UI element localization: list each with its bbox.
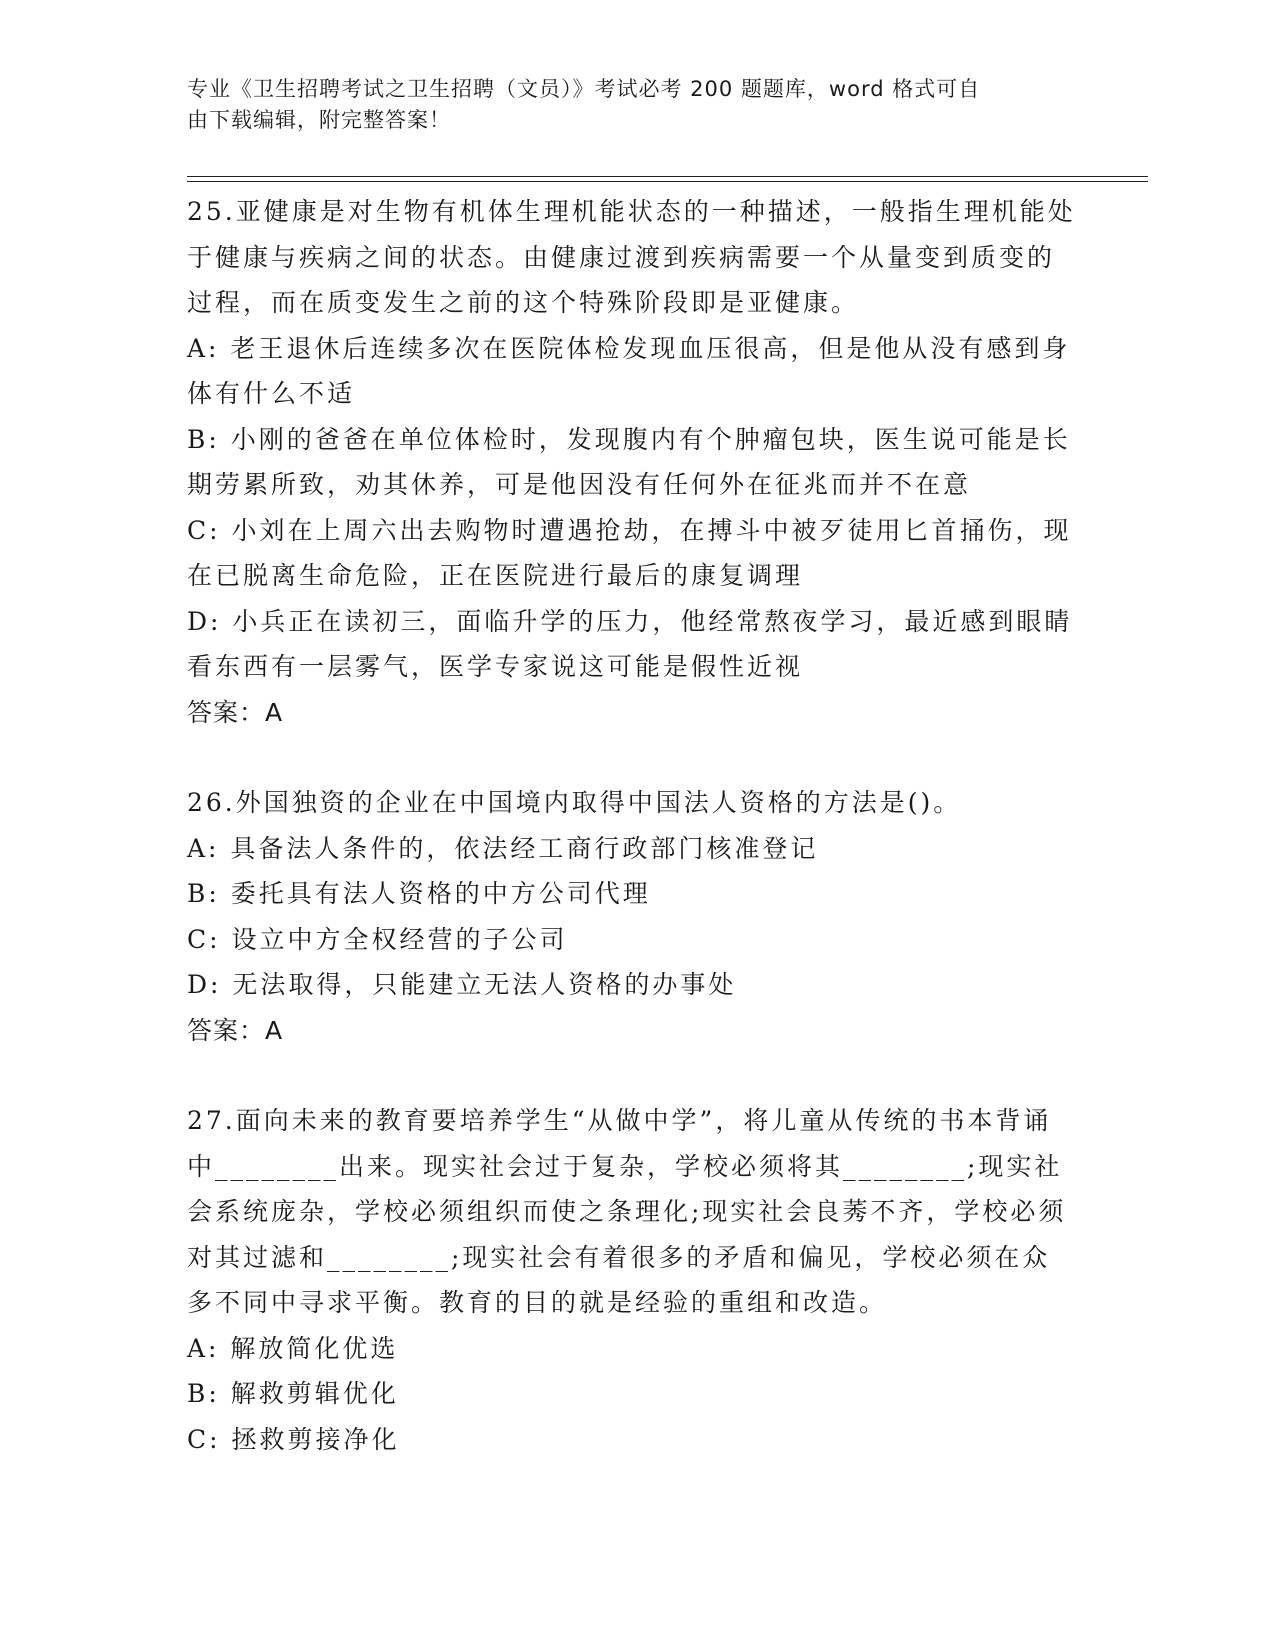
option-c: C: 拯救剪接净化 (187, 1424, 400, 1454)
question-26 (187, 780, 1077, 1053)
option-c: C: 设立中方全权经营的子公司 (187, 924, 568, 954)
option-c: C: 小刘在上周六出去购物时遭遇抢劫，在搏斗中被歹徒用匕首捅伤，现在已脱离生命危险，正在医院进行最后的康复调理 (187, 515, 1072, 590)
question-text: 26.外国独资的企业在中国境内取得中国法人资格的方法是()。 (187, 788, 962, 817)
question-text: 25.亚健康是对生物有机体生理机能状态的一种描述，一般指生理机能处于健康与疾病之间的状态。由健康过渡到疾病需要一个从量变到质变的过程，而在质变发生之前的这个特殊阶段即是亚健康。 (187, 197, 1076, 317)
option-d: D: 无法取得，只能建立无法人资格的办事处 (187, 970, 737, 999)
question-list (187, 189, 1077, 1507)
option-d: D: 小兵正在读初三，面临升学的压力，他经常熬夜学习，最近感到眼睛看东西有一层雾气，医学专家说这可能是假性近视 (187, 606, 1073, 681)
question-text: 27.面向未来的教育要培养学生“从做中学”，将儿童从传统的书本背诵中________出来。现实社会过于复杂，学校必须将其________;现实社会系统庞杂，学校必须组织而使之条理化;现实社会良莠不齐，学校必须对其过滤和________;现实社会有着很多的矛盾和偏见，学校必须在众多不同中寻求平衡。教育的目的就是经验的重组和改造。 (187, 1106, 1067, 1317)
document-header (187, 74, 1067, 136)
option-b: B: 解救剪辑优化 (187, 1379, 399, 1408)
option-a: A: 老王退休后连续多次在医院体检发现血压很高，但是他从没有感到身体有什么不适 (187, 333, 1071, 408)
header-line-1: 专业《卫生招聘考试之卫生招聘（文员）》考试必考 200 题题库，word 格式可自 (187, 77, 981, 101)
header-divider-top (187, 176, 1148, 177)
option-a: A: 解放简化优选 (187, 1333, 399, 1363)
question-27 (187, 1098, 1077, 1462)
header-divider-bottom (187, 181, 1148, 182)
question-25 (187, 189, 1077, 735)
header-line-2: 由下载编辑，附完整答案！ (187, 108, 451, 132)
option-a: A: 具备法人条件的，依法经工商行政部门核准登记 (187, 833, 819, 863)
option-b: B: 小刚的爸爸在单位体检时，发现腹内有个肿瘤包块，医生说可能是长期劳累所致，劝其休养，可是他因没有任何外在征兆而并不在意 (187, 424, 1071, 499)
answer-line: 答案：A (187, 1015, 284, 1045)
option-b: B: 委托具有法人资格的中方公司代理 (187, 879, 651, 908)
answer-line: 答案：A (187, 697, 284, 727)
